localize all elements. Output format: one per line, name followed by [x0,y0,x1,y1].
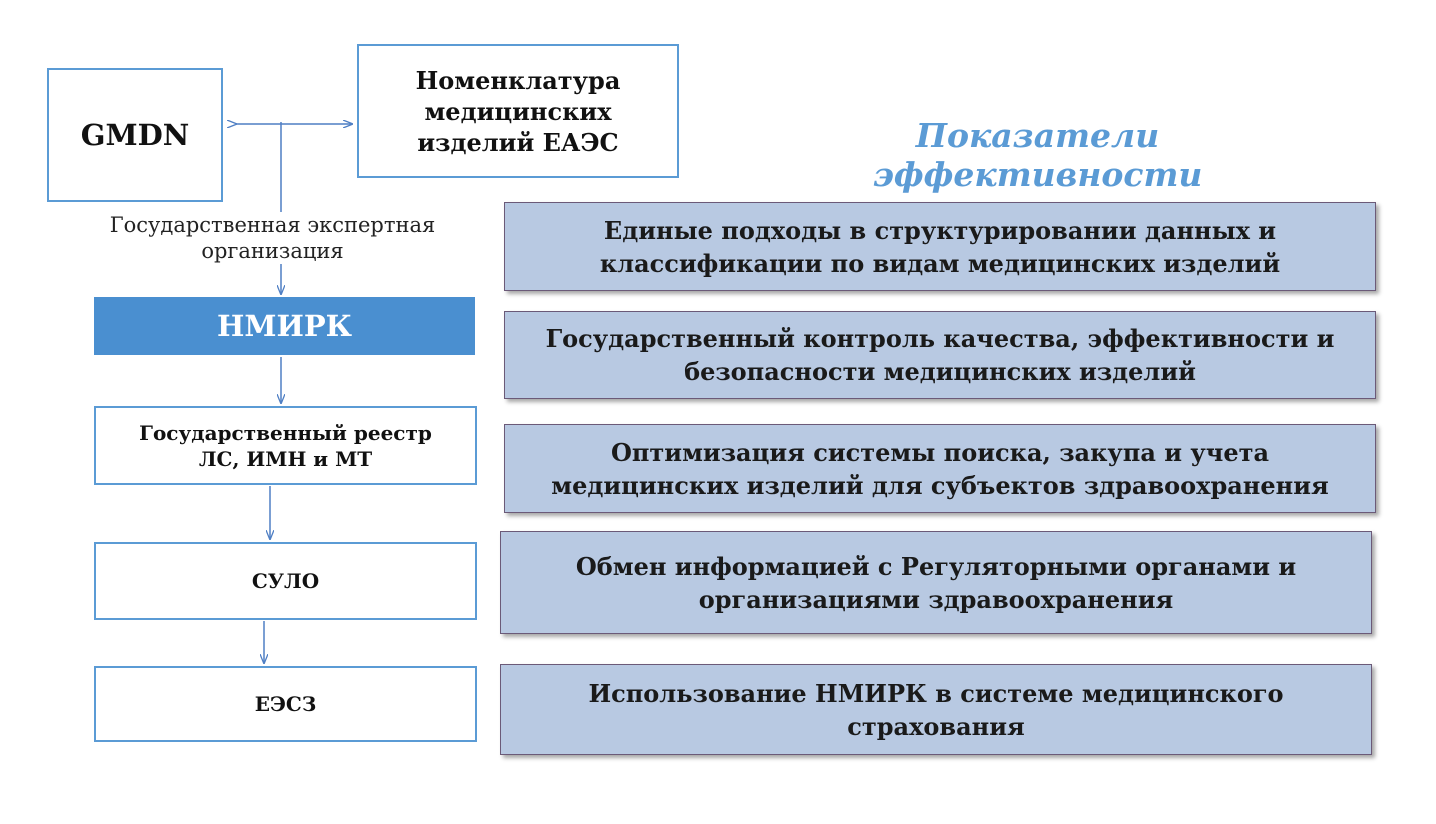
expert-org-label: Государственная экспертная организация [100,212,445,264]
nmirk-label: НМИРК [216,309,353,343]
nomenclature-label: Номенклатура медицинских изделий ЕАЭС [415,65,621,157]
registry-box [94,406,477,485]
indicator-4: Обмен информацией с Регуляторными органами и организациями здравоохранения [500,531,1372,634]
nomenclature-box [357,44,679,178]
eesz-label: ЕЭСЗ [254,692,317,716]
nmirk-box [94,297,475,355]
indicator-3: Оптимизация системы поиска, закупа и учета медицинских изделий для субъектов здравоохранения [504,424,1376,513]
eesz-box [94,666,477,742]
registry-label: Государственный реестр ЛС, ИМН и МТ [139,420,432,471]
gmdn-box [47,68,223,202]
sulo-box [94,542,477,620]
indicator-2: Государственный контроль качества, эффективности и безопасности медицинских изделий [504,311,1376,399]
indicator-1: Единые подходы в структурировании данных и классификации по видам медицинских изделий [504,202,1376,291]
indicator-5: Использование НМИРК в системе медицинского страхования [500,664,1372,755]
gmdn-label: GMDN [80,118,190,152]
sulo-label: СУЛО [251,569,320,593]
indicators-title: Показатели эффективности [872,116,1203,194]
